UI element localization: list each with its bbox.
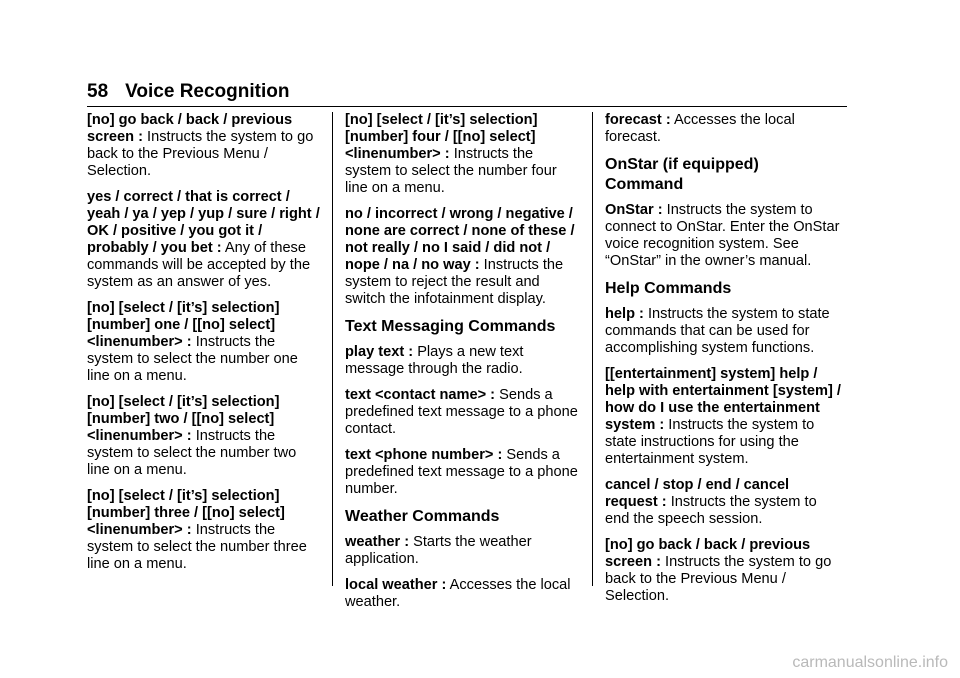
command-entry	[345, 447, 581, 498]
command-term: weather :	[345, 534, 410, 550]
command-term: forecast :	[605, 112, 671, 128]
section-heading: Weather Commands	[345, 508, 500, 525]
command-entry	[605, 306, 841, 357]
command-description: Sends a predefined text message to a phone number.	[345, 447, 578, 497]
command-description: Instructs the system to go back to the Previous Menu / Selection.	[605, 554, 832, 604]
command-term: cancel / stop / end / cancel request :	[605, 477, 790, 510]
command-term: [no] [select / [it’s] selection] [number] three / [[no] select] <linenumber> :	[87, 488, 285, 538]
command-term: OnStar :	[605, 202, 663, 218]
column-divider	[592, 112, 593, 586]
command-description: Instructs the system to end the speech session.	[605, 494, 817, 527]
command-entry	[605, 366, 841, 468]
column-1	[87, 112, 323, 582]
page-number: 58	[87, 81, 109, 102]
header-rule	[87, 106, 847, 107]
command-term: [no] go back / back / previous screen :	[87, 112, 293, 145]
command-entry	[605, 202, 841, 270]
command-description: Accesses the local forecast.	[605, 112, 795, 145]
command-term: help :	[605, 306, 644, 322]
command-term: [no] [select / [it’s] selection] [number] two / [[no] select] <linenumber> :	[87, 394, 280, 444]
command-description: Instructs the system to select the number one line on a menu.	[87, 334, 298, 384]
command-entry	[345, 206, 581, 308]
command-entry	[87, 488, 323, 573]
command-description: Instructs the system to state instructions for using the entertainment system.	[605, 417, 815, 467]
column-3	[605, 112, 841, 614]
command-description: Starts the weather application.	[345, 534, 532, 567]
command-description: Instructs the system to reject the result and switch the infotainment display.	[345, 257, 564, 307]
command-entry	[87, 112, 323, 180]
command-entry	[605, 537, 841, 605]
section-heading: Text Messaging Commands	[345, 318, 556, 335]
column-divider	[332, 112, 333, 586]
command-description: Instructs the system to connect to OnStar. Enter the OnStar voice recognition system. See “OnStar” in the owner’s manual.	[605, 202, 840, 269]
command-description: Instructs the system to select the number two line on a menu.	[87, 428, 297, 478]
command-entry	[345, 344, 581, 378]
command-description: Instructs the system to select the number four line on a menu.	[345, 146, 557, 196]
command-entry	[605, 477, 841, 528]
section-heading: Help Commands	[605, 280, 732, 297]
command-description: Instructs the system to state commands that can be used for accomplishing system functions.	[605, 306, 830, 356]
command-entry	[87, 189, 323, 291]
command-entry	[345, 534, 581, 568]
command-term: [[entertainment] system] help / help with entertainment [system] / how do I use the entertainment system :	[605, 366, 841, 433]
watermark[interactable]: carmanualsonline.info	[792, 654, 948, 671]
command-description: Plays a new text message through the radio.	[345, 344, 524, 377]
page-title: Voice Recognition	[125, 81, 290, 102]
column-2	[345, 112, 581, 620]
command-term: play text :	[345, 344, 414, 360]
command-entry	[345, 387, 581, 438]
command-entry	[345, 577, 581, 611]
command-entry	[345, 112, 581, 197]
section-heading: OnStar (if equipped) Command	[605, 156, 759, 193]
command-term: [no] [select / [it’s] selection] [number] four / [[no] select] <linenumber> :	[345, 112, 538, 162]
command-entry	[605, 112, 841, 146]
command-term: local weather :	[345, 577, 447, 593]
command-term: [no] go back / back / previous screen :	[605, 537, 811, 570]
command-description: Accesses the local weather.	[345, 577, 571, 610]
command-description: Instructs the system to go back to the Previous Menu / Selection.	[87, 129, 314, 179]
command-term: no / incorrect / wrong / negative / none are correct / none of these / not really / no I said / did not / nope / na / no way :	[345, 206, 575, 273]
command-entry	[87, 394, 323, 479]
command-term: text <phone number> :	[345, 447, 503, 463]
page-header	[87, 80, 289, 104]
command-description: Instructs the system to select the number three line on a menu.	[87, 522, 307, 572]
command-term: yes / correct / that is correct / yeah / ya / yep / yup / sure / right / OK / positive / you got it / probably / you bet :	[87, 189, 320, 256]
command-entry	[87, 300, 323, 385]
command-description: Any of these commands will be accepted by the system as an answer of yes.	[87, 240, 311, 290]
command-term: [no] [select / [it’s] selection] [number] one / [[no] select] <linenumber> :	[87, 300, 280, 350]
command-term: text <contact name> :	[345, 387, 496, 403]
command-description: Sends a predefined text message to a phone contact.	[345, 387, 578, 437]
